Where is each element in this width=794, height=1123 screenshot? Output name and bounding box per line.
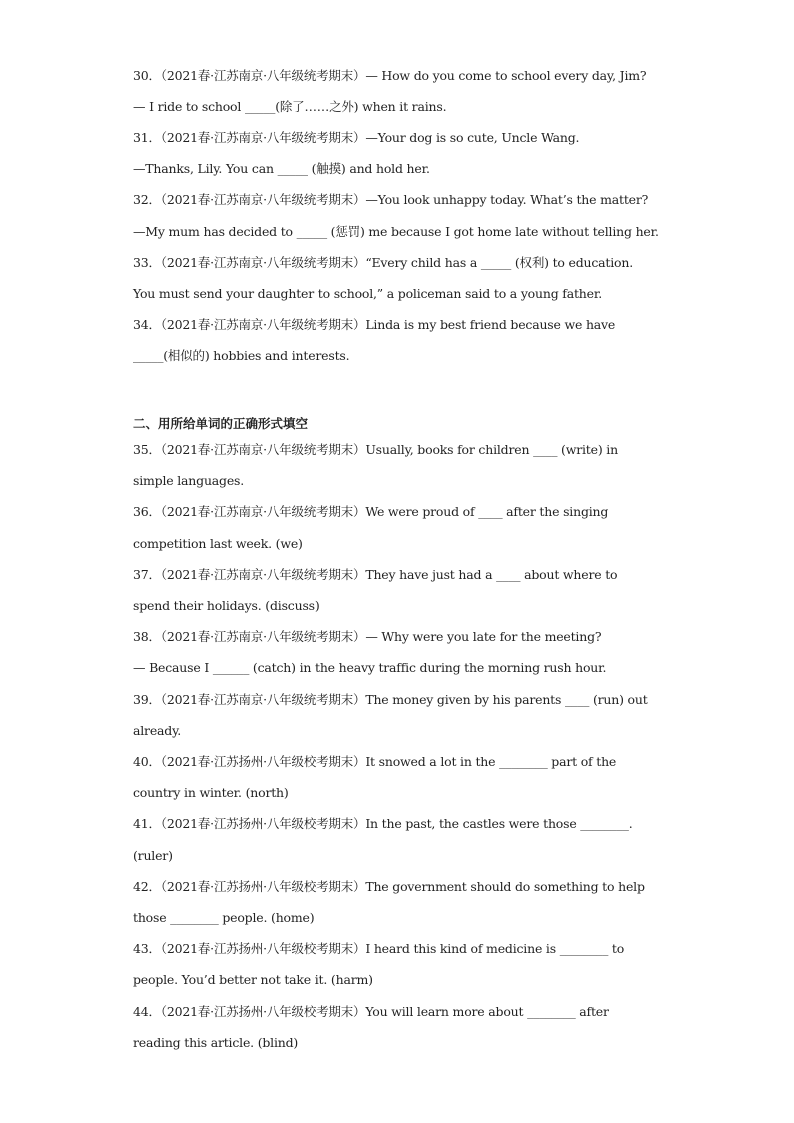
- q41-line-1: 41．（2021春·江苏扬州·八年级校考期末）In the past, the castles were those ________.: [133, 816, 633, 831]
- q32-line-2: —My mum has decided to _____ (惩罚) me because I got home late without telling her.: [133, 224, 659, 239]
- q43-line-2: people. You’d better not take it. (harm): [133, 972, 373, 987]
- q32-line-1: 32．（2021春·江苏南京·八年级统考期末）—You look unhappy today. What’s the matter?: [133, 192, 649, 207]
- q44-line-2: reading this article. (blind): [133, 1035, 299, 1050]
- q34-line-1: 34．（2021春·江苏南京·八年级统考期末）Linda is my best friend because we have: [133, 317, 616, 332]
- q30-line-1: 30．（2021春·江苏南京·八年级统考期末）— How do you come to school every day, Jim?: [133, 68, 647, 83]
- q33-line-1: 33．（2021春·江苏南京·八年级统考期末）“Every child has a _____ (权利) to education.: [133, 255, 633, 270]
- q35-line-2: simple languages.: [133, 473, 245, 488]
- q31-line-2: —Thanks, Lily. You can _____ (触摸) and hold her.: [133, 161, 430, 176]
- q40-line-2: country in winter. (north): [133, 785, 289, 800]
- q42-line-1: 42．（2021春·江苏扬州·八年级校考期末）The government should do something to help: [133, 879, 645, 894]
- q38-line-1: 38．（2021春·江苏南京·八年级统考期末）— Why were you late for the meeting?: [133, 629, 602, 644]
- q43-line-1: 43．（2021春·江苏扬州·八年级校考期末）I heard this kind of medicine is ________ to: [133, 941, 625, 956]
- q35-line-1: 35．（2021春·江苏南京·八年级统考期末）Usually, books for children ____ (write) in: [133, 442, 618, 457]
- q37-line-2: spend their holidays. (discuss): [133, 598, 320, 613]
- q31-line-1: 31．（2021春·江苏南京·八年级统考期末）—Your dog is so cute, Uncle Wang.: [133, 130, 580, 145]
- q44-line-1: 44．（2021春·江苏扬州·八年级校考期末）You will learn more about ________ after: [133, 1004, 609, 1019]
- q36-line-1: 36．（2021春·江苏南京·八年级统考期末）We were proud of ____ after the singing: [133, 504, 609, 519]
- q39-line-1: 39．（2021春·江苏南京·八年级统考期末）The money given by his parents ____ (run) out: [133, 692, 648, 707]
- q37-line-1: 37．（2021春·江苏南京·八年级统考期末）They have just had a ____ about where to: [133, 567, 618, 582]
- q36-line-2: competition last week. (we): [133, 536, 303, 551]
- q33-line-2: You must send your daughter to school,” a policeman said to a young father.: [133, 286, 603, 301]
- q34-line-2: _____(相似的) hobbies and interests.: [133, 348, 350, 363]
- q41-line-2: (ruler): [133, 848, 173, 863]
- section-heading: 二、用所给单词的正确形式填空: [133, 416, 309, 431]
- q38-line-2: — Because I ______ (catch) in the heavy traffic during the morning rush hour.: [133, 660, 607, 675]
- q40-line-1: 40．（2021春·江苏扬州·八年级校考期末）It snowed a lot in the ________ part of the: [133, 754, 617, 769]
- q30-line-2: — I ride to school _____(除了……之外) when it rains.: [133, 99, 447, 114]
- q39-line-2: already.: [133, 723, 182, 738]
- q42-line-2: those ________ people. (home): [133, 910, 315, 925]
